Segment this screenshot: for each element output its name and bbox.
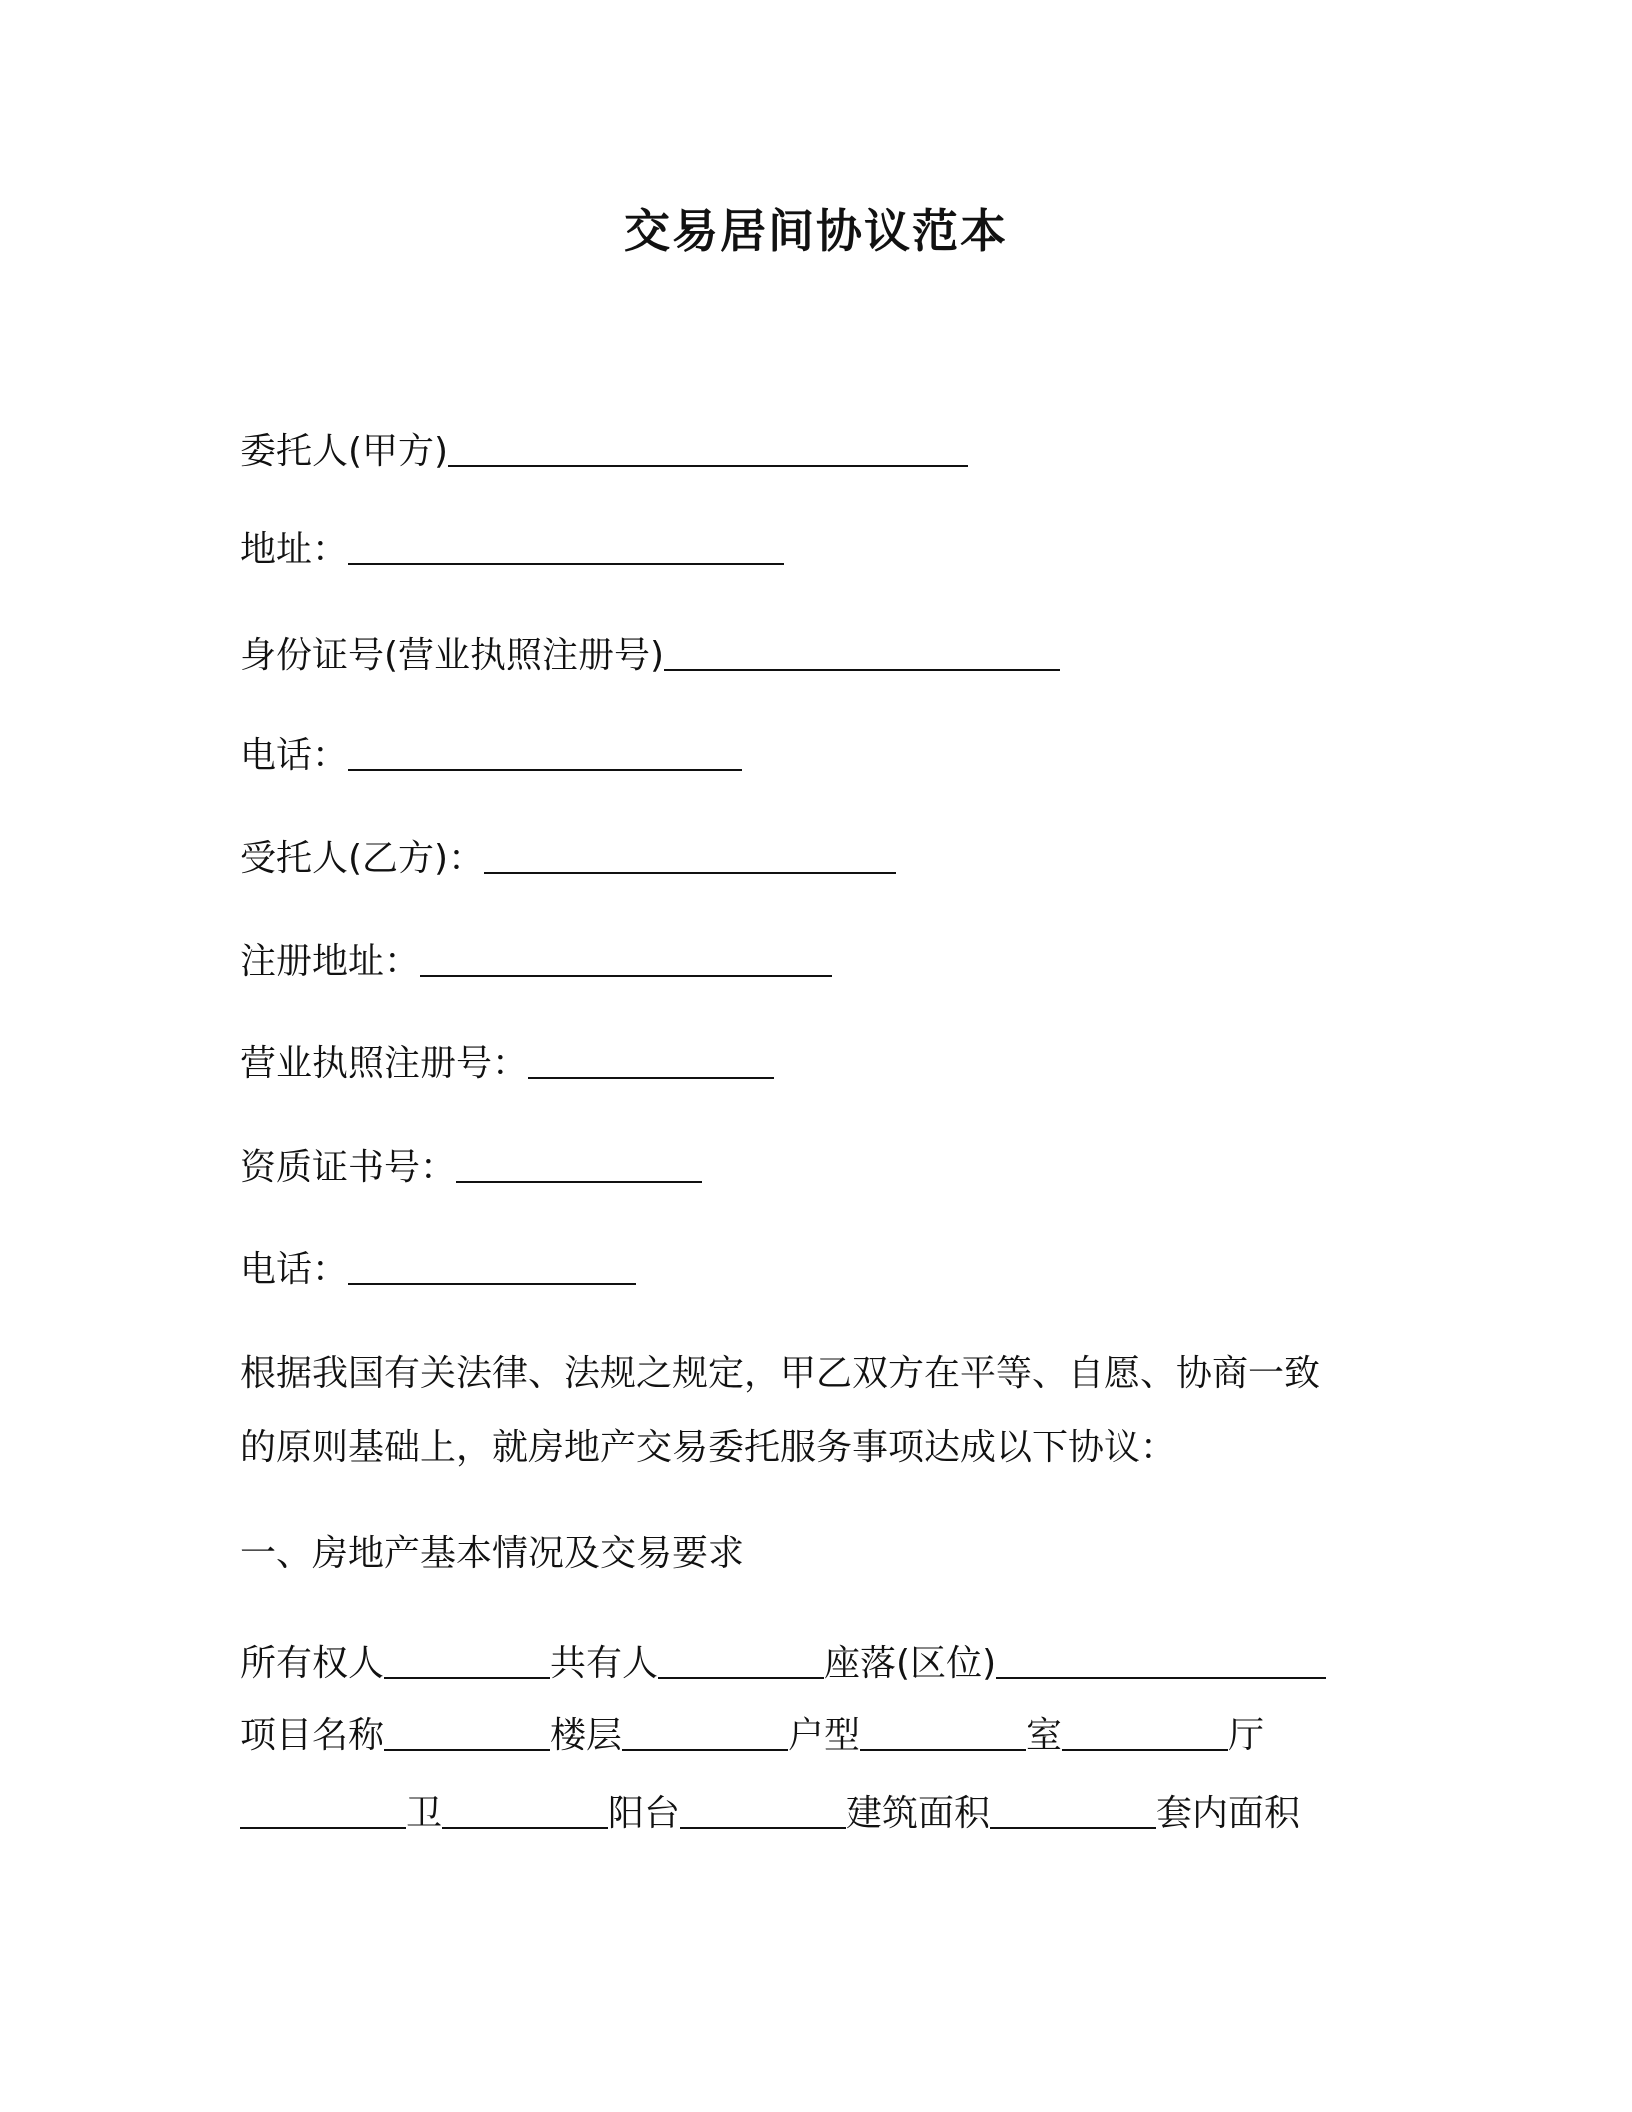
intro-line-2: 的原则基础上，就房地产交易委托服务事项达成以下协议： — [240, 1427, 1177, 1468]
balcony-blank[interactable] — [680, 1793, 846, 1829]
section1-heading: 一、房地产基本情况及交易要求 — [240, 1533, 745, 1574]
room-blank[interactable] — [1062, 1715, 1228, 1751]
property-row-2 — [240, 1712, 1264, 1760]
phone-a-line — [240, 732, 742, 780]
unit-type-blank[interactable] — [860, 1715, 1026, 1751]
phone-a-blank[interactable] — [348, 735, 742, 771]
agent-line — [240, 835, 896, 883]
qualification-no-line — [240, 1144, 702, 1192]
agent-blank[interactable] — [484, 838, 896, 874]
owner-label: 所有权人 — [240, 1643, 385, 1684]
phone-b-blank[interactable] — [348, 1249, 636, 1285]
bath-blank[interactable] — [442, 1793, 608, 1829]
license-no-blank[interactable] — [528, 1043, 774, 1079]
reg-address-label: 注册地址： — [240, 941, 421, 982]
balcony-label: 阳台 — [608, 1793, 681, 1834]
phone-b-line — [240, 1246, 636, 1294]
address-blank[interactable] — [348, 529, 784, 565]
qualification-no-label: 资质证书号： — [240, 1147, 457, 1188]
building-area-blank[interactable] — [990, 1793, 1156, 1829]
principal-blank[interactable] — [448, 431, 968, 467]
phone-a-label: 电话： — [240, 735, 349, 776]
unit-type-label: 户型 — [788, 1715, 861, 1756]
id-number-blank[interactable] — [664, 635, 1060, 671]
co-owner-label: 共有人 — [550, 1643, 659, 1684]
location-blank[interactable] — [996, 1643, 1326, 1679]
property-row-3 — [240, 1790, 1300, 1838]
project-name-label: 项目名称 — [240, 1715, 385, 1756]
phone-b-label: 电话： — [240, 1249, 349, 1290]
floor-blank[interactable] — [622, 1715, 788, 1751]
location-label: 座落(区位) — [824, 1643, 997, 1684]
address-label: 地址： — [240, 529, 349, 570]
principal-label: 委托人(甲方) — [240, 431, 449, 472]
agent-label: 受托人(乙方)： — [240, 838, 485, 879]
project-name-blank[interactable] — [384, 1715, 550, 1751]
owner-blank[interactable] — [384, 1643, 550, 1679]
floor-label: 楼层 — [550, 1715, 623, 1756]
address-line — [240, 526, 784, 574]
inner-area-label: 套内面积 — [1156, 1793, 1301, 1834]
license-no-label: 营业执照注册号： — [240, 1043, 529, 1084]
license-no-line — [240, 1040, 774, 1088]
hall-label: 厅 — [1228, 1715, 1265, 1756]
qualification-no-blank[interactable] — [456, 1147, 702, 1183]
property-row-1 — [240, 1640, 1326, 1688]
reg-address-blank[interactable] — [420, 941, 832, 977]
hall-count-blank[interactable] — [240, 1793, 406, 1829]
co-owner-blank[interactable] — [658, 1643, 824, 1679]
reg-address-line — [240, 938, 832, 986]
id-number-line — [240, 632, 1060, 680]
principal-line — [240, 428, 968, 476]
document-title: 交易居间协议范本 — [624, 204, 1008, 258]
bath-label: 卫 — [406, 1793, 443, 1834]
intro-line-1: 根据我国有关法律、法规之规定，甲乙双方在平等、自愿、协商一致 — [240, 1353, 1321, 1394]
id-number-label: 身份证号(营业执照注册号) — [240, 635, 665, 676]
room-label: 室 — [1026, 1715, 1063, 1756]
building-area-label: 建筑面积 — [846, 1793, 991, 1834]
